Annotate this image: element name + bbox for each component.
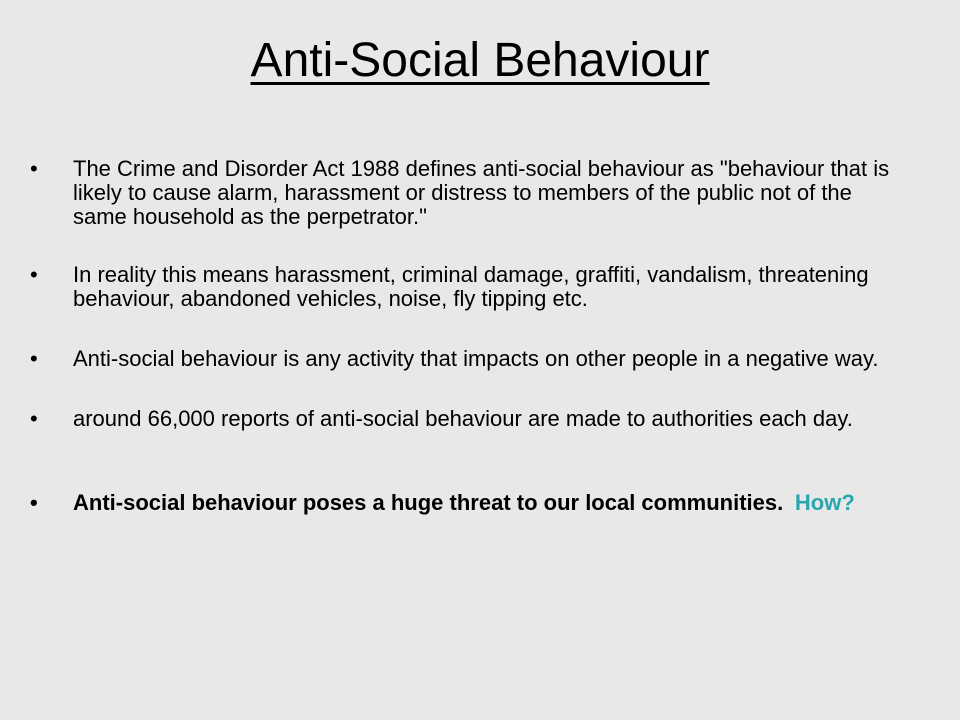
bullet-text: In reality this means harassment, criminal damage, graffiti, vandalism, threatening behaviour, abandoned vehicles, noise, fly tipping etc. bbox=[73, 262, 869, 311]
bullet-text: The Crime and Disorder Act 1988 defines anti-social behaviour as "behaviour that is likely to cause alarm, harassment or distress to members of the public not of the same household as the perpetrator." bbox=[73, 156, 890, 229]
bullet-highlight-text: How? bbox=[794, 490, 855, 515]
bullet-text: Anti-social behaviour is any activity that impacts on other people in a negative way. bbox=[73, 346, 879, 371]
bullet-item bbox=[28, 263, 908, 311]
bullet-dot-icon: • bbox=[30, 490, 38, 515]
bullet-dot-icon: • bbox=[30, 156, 38, 181]
bullet-item bbox=[28, 491, 908, 515]
bullet-item bbox=[28, 157, 908, 229]
bullet-dot-icon: • bbox=[30, 262, 38, 287]
bullet-dot-icon: • bbox=[30, 346, 38, 371]
bullet-dot-icon: • bbox=[30, 406, 38, 431]
slide-title: Anti-Social Behaviour bbox=[250, 34, 710, 87]
bullet-list bbox=[28, 157, 908, 515]
bullet-item bbox=[28, 347, 908, 371]
bullet-text: around 66,000 reports of anti-social behaviour are made to authorities each day. bbox=[73, 406, 853, 431]
bullet-item bbox=[28, 407, 908, 431]
bullet-text: Anti-social behaviour poses a huge threat to our local communities. bbox=[73, 490, 784, 515]
